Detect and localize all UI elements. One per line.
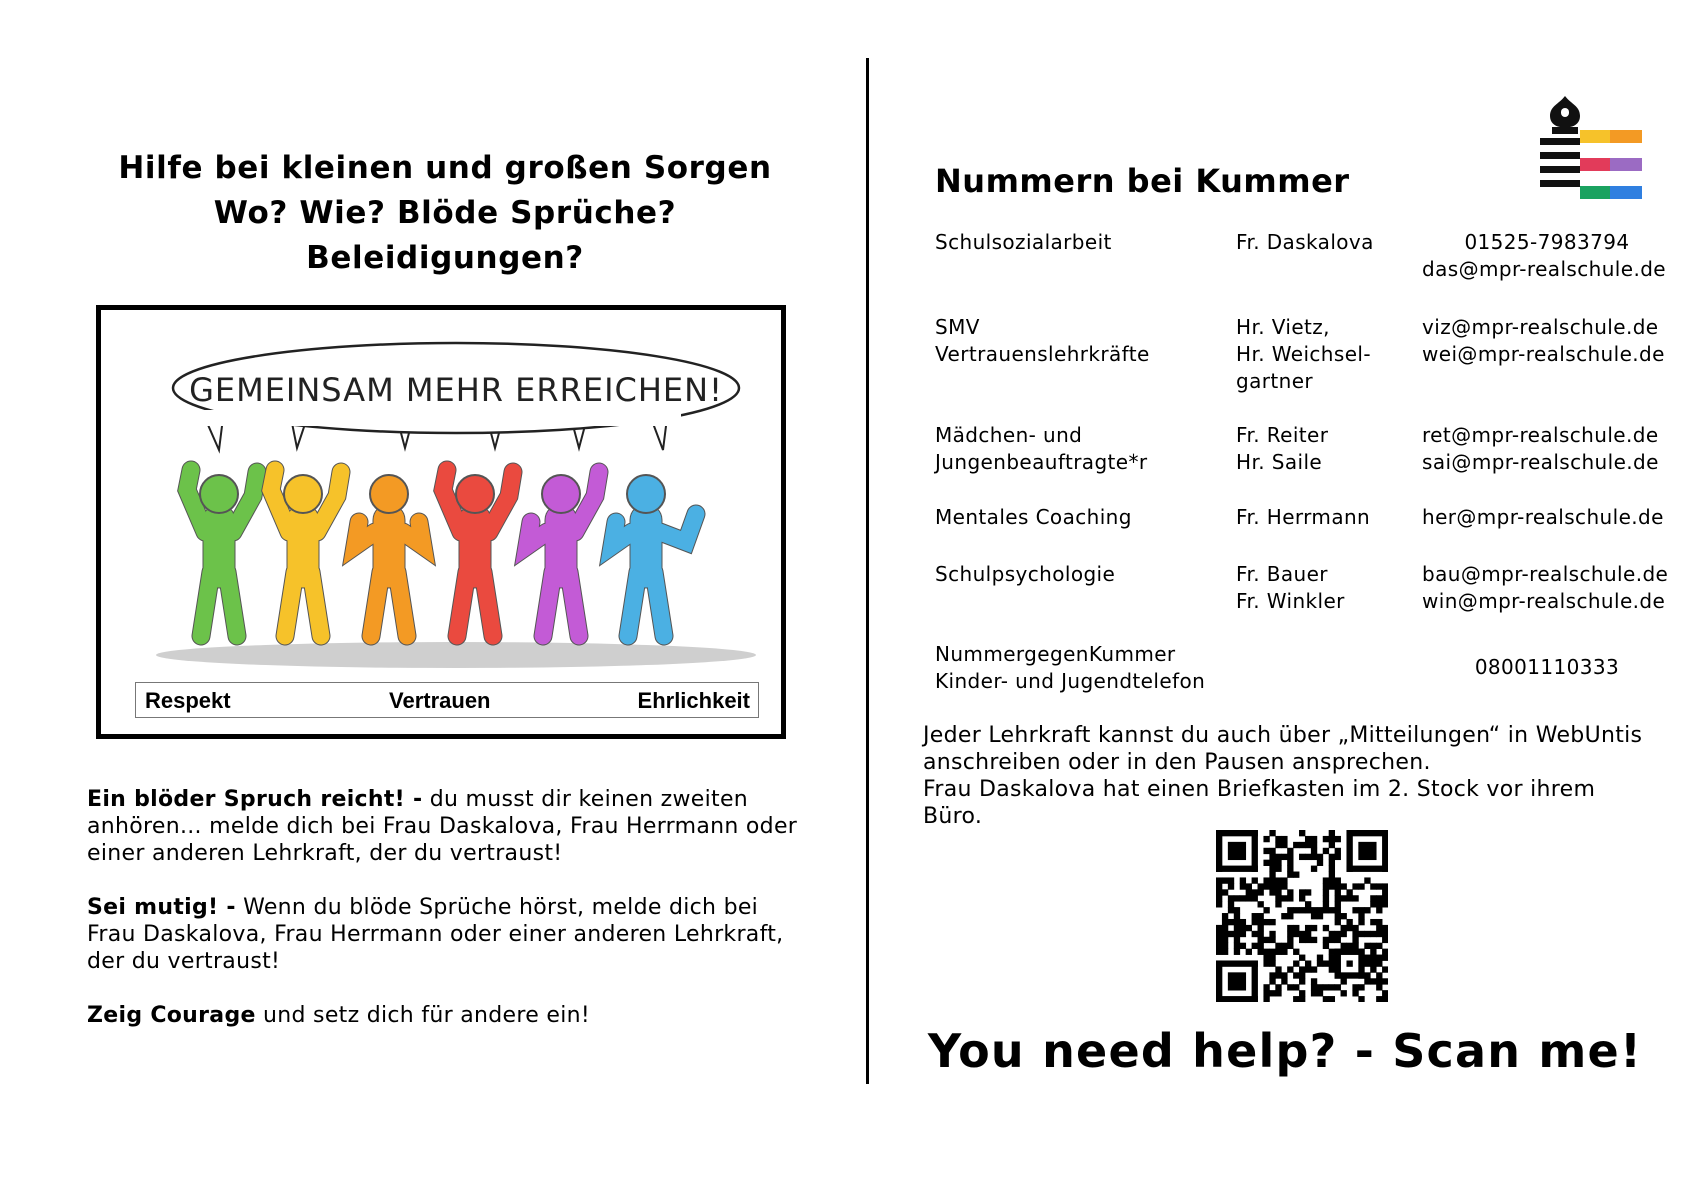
paragraph-lead: Ein blöder Spruch reicht! -	[87, 787, 423, 812]
paragraph-text: du musst dir keinen zweiten	[422, 787, 749, 812]
role-cell: Schulpsychologie	[935, 562, 1116, 586]
contact-cell: 01525-7983794 das@mpr-realschule.de	[1422, 230, 1666, 281]
left-heading	[60, 146, 830, 281]
figure	[527, 472, 599, 636]
role-cell: Mädchen- und Jungenbeauftragte*r	[935, 423, 1148, 474]
person-cell: Fr. Bauer Fr. Winkler	[1236, 562, 1345, 613]
heading-line: Beleidigungen?	[306, 240, 584, 276]
figure	[443, 470, 513, 636]
right-heading: Nummern bei Kummer	[935, 162, 1350, 200]
figure	[271, 470, 341, 636]
role-cell: Schulsozialarbeit	[935, 230, 1112, 254]
speech-bubble	[173, 343, 739, 450]
figure	[355, 475, 423, 636]
contact-cell: bau@mpr-realschule.de win@mpr-realschule.de	[1422, 562, 1669, 613]
paragraph-text: der du vertraust!	[87, 949, 281, 974]
label-respekt: Respekt	[145, 688, 231, 713]
person-cell: Fr. Daskalova	[1236, 230, 1374, 254]
contact-cell: viz@mpr-realschule.de wei@mpr-realschule.de	[1422, 315, 1665, 366]
figure-group	[187, 470, 696, 636]
scan-me-cta: You need help? - Scan me!	[927, 1024, 1643, 1078]
label-ehrlichkeit: Ehrlichkeit	[637, 688, 750, 713]
poster-label-bar	[135, 682, 759, 718]
figure	[187, 470, 257, 636]
poster-graphic	[101, 310, 781, 734]
heading-line: Hilfe bei kleinen und großen Sorgen	[118, 150, 772, 186]
paragraph-text: Wenn du blöde Sprüche hörst, melde dich bei	[235, 895, 759, 920]
label-vertrauen: Vertrauen	[389, 688, 491, 713]
speech-bubble-text: GEMEINSAM MEHR ERREICHEN!	[189, 371, 723, 409]
role-cell: Mentales Coaching	[935, 505, 1132, 529]
poster-illustration	[96, 305, 786, 739]
role-cell: SMV Vertrauenslehrkräfte	[935, 315, 1150, 366]
school-logo	[1540, 94, 1642, 202]
contact-cell: her@mpr-realschule.de	[1422, 505, 1664, 529]
figure	[612, 475, 696, 636]
ground-shadow	[156, 642, 756, 668]
role-cell: NummergegenKummer Kinder- und Jugendtelefon	[935, 642, 1206, 693]
person-cell: Fr. Reiter Hr. Saile	[1236, 423, 1329, 474]
contact-cell: 08001110333	[1474, 655, 1620, 679]
contact-cell: ret@mpr-realschule.de sai@mpr-realschule.de	[1422, 423, 1659, 474]
qr-code[interactable]	[1216, 830, 1388, 1002]
webuntis-note: Jeder Lehrkraft kannst du auch über „Mitteilungen“ in WebUntis anschreiben oder in den Pausen ansprechen. Frau Daskalova hat einen Briefkasten im 2. Stock vor ihrem Büro.	[923, 723, 1643, 829]
column-divider	[866, 58, 869, 1084]
heading-line: Wo? Wie? Blöde Sprüche?	[213, 195, 677, 231]
paragraph-courage	[87, 1002, 817, 1029]
paragraph-text: Frau Daskalova, Frau Herrmann oder einer anderen Lehrkraft,	[87, 922, 784, 947]
paragraph-lead: Sei mutig! -	[87, 895, 236, 920]
paragraph-text: anhören... melde dich bei Frau Daskalova, Frau Herrmann oder	[87, 814, 798, 839]
person-cell: Fr. Herrmann	[1236, 505, 1371, 529]
paragraph-text: und setz dich für andere ein!	[255, 1003, 590, 1028]
paragraph-spruch	[87, 786, 817, 867]
person-cell: Hr. Vietz, Hr. Weichsel- gartner	[1236, 315, 1371, 393]
paragraph-lead: Zeig Courage	[87, 1003, 256, 1028]
paragraph-text: einer anderen Lehrkraft, der du vertraust!	[87, 841, 563, 866]
paragraph-mutig	[87, 894, 817, 975]
